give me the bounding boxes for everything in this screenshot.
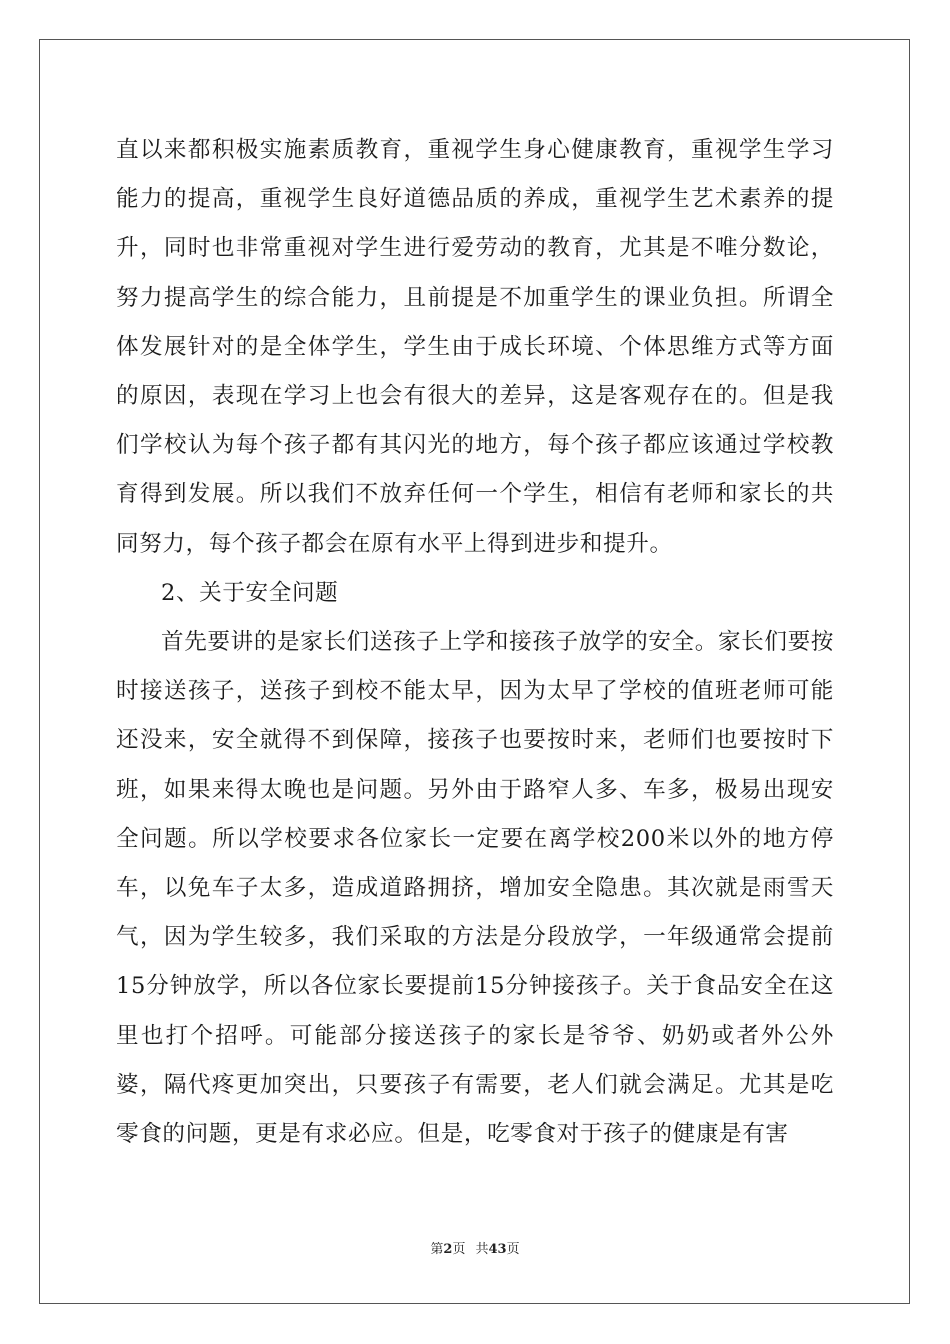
body-paragraph-1: 直以来都积极实施素质教育，重视学生身心健康教育，重视学生学习能力的提高，重视学生良好道德品质的养成，重视学生艺术素养的提升，同时也非常重视对学生进行爱劳动的教育，尤其是不唯分数论，努力提高学生的综合能力，且前提是不加重学生的课业负担。所谓全体发展针对的是全体学生，学生由于成长环境、个体思维方式等方面的原因，表现在学习上也会有很大的差异，这是客观存在的。但是我们学校认为每个孩子都有其闪光的地方，每个孩子都应该通过学校教育得到发展。所以我们不放弃任何一个学生，相信有老师和家长的共同努力，每个孩子都会在原有水平上得到进步和提升。	[116, 137, 834, 557]
page-prefix: 第	[430, 1242, 444, 1257]
total-prefix: 共	[475, 1242, 489, 1257]
page-suffix: 页	[452, 1242, 466, 1257]
total-suffix: 页	[506, 1242, 520, 1257]
section-heading-safety: 2、关于安全问题	[161, 579, 339, 606]
body-paragraph-2: 首先要讲的是家长们送孩子上学和接孩子放学的安全。家长们要按时接送孩子，送孩子到校不能太早，因为太早了学校的值班老师可能还没来，安全就得不到保障，接孩子也要按时来，老师们也要按时下班，如果来得太晚也是问题。另外由于路窄人多、车多，极易出现安全问题。所以学校要求各位家长一定要在离学校200米以外的地方停车，以免车子太多，造成道路拥挤，增加安全隐患。其次就是雨雪天气，因为学生较多，我们采取的方法是分段放学，一年级通常会提前15分钟放学，所以各位家长要提前15分钟接孩子。关于食品安全在这里也打个招呼。可能部分接送孩子的家长是爷爷、奶奶或者外公外婆，隔代疼更加突出，只要孩子有需要，老人们就会满足。尤其是吃零食的问题，更是有求必应。但是，吃零食对于孩子的健康是有害	[116, 629, 834, 1148]
document-body	[116, 126, 834, 1159]
page-current: 2	[443, 1242, 453, 1257]
page-footer	[0, 1238, 950, 1257]
page-total: 43	[488, 1242, 507, 1257]
